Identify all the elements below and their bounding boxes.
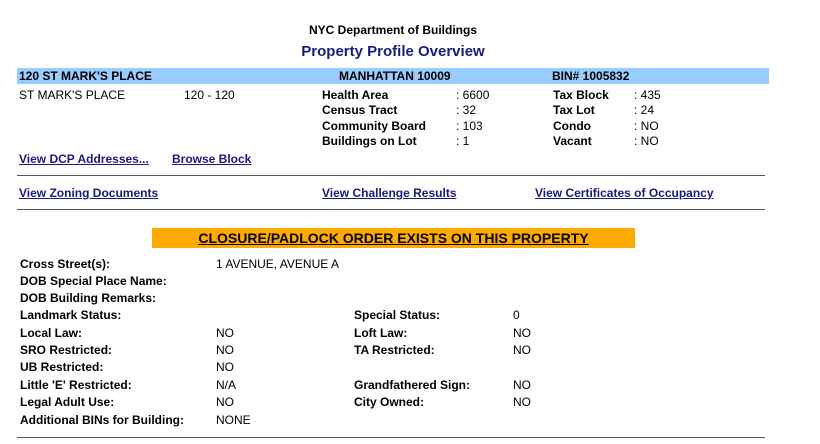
vacant-value: : NO	[634, 134, 659, 148]
cross-streets-label: Cross Street(s):	[20, 257, 111, 271]
view-dcp-addresses-link[interactable]: View DCP Addresses...	[19, 152, 149, 166]
census-tract-value: : 32	[456, 103, 477, 117]
legal-adult-use-value: NO	[216, 395, 234, 409]
landmark-status-label: Landmark Status:	[20, 308, 122, 322]
community-board-label: Community Board	[322, 119, 427, 133]
local-law-label: Local Law:	[20, 326, 83, 340]
divider	[17, 437, 765, 438]
grandfathered-sign-value: NO	[513, 378, 531, 392]
street-name: ST MARK'S PLACE	[19, 88, 126, 102]
additional-bins-value: NONE	[216, 413, 251, 427]
buildings-label: Buildings on Lot	[322, 134, 417, 148]
condo-label: Condo	[553, 119, 591, 133]
property-address: 120 ST MARK'S PLACE	[19, 69, 152, 83]
tax-block-value: : 435	[634, 88, 661, 102]
dob-special-place-label: DOB Special Place Name:	[20, 274, 167, 288]
ta-restricted-label: TA Restricted:	[354, 343, 435, 357]
agency-name: NYC Department of Buildings	[308, 23, 477, 37]
health-area-value: : 6600	[456, 88, 490, 102]
bin-number: BIN# 1005832	[552, 69, 630, 83]
community-board-value: : 103	[456, 119, 483, 133]
view-challenge-results-link[interactable]: View Challenge Results	[322, 186, 457, 200]
cross-streets-value: 1 AVENUE, AVENUE A	[216, 257, 339, 271]
ub-restricted-label: UB Restricted:	[20, 360, 104, 374]
special-status-label: Special Status:	[354, 308, 441, 322]
page-title: Property Profile Overview	[301, 43, 485, 60]
dob-building-remarks-label: DOB Building Remarks:	[20, 291, 157, 305]
borough-zip: MANHATTAN 10009	[339, 69, 451, 83]
browse-block-link[interactable]: Browse Block	[172, 152, 252, 166]
grandfathered-sign-label: Grandfathered Sign:	[354, 378, 471, 392]
city-owned-label: City Owned:	[354, 395, 425, 409]
additional-bins-label: Additional BINs for Building:	[20, 413, 184, 427]
health-area-label: Health Area	[322, 88, 389, 102]
special-status-value: 0	[513, 308, 520, 322]
sro-restricted-value: NO	[216, 343, 234, 357]
little-e-restricted-label: Little 'E' Restricted:	[20, 378, 132, 392]
loft-law-value: NO	[513, 326, 531, 340]
ub-restricted-value: NO	[216, 360, 234, 374]
divider	[17, 175, 765, 176]
little-e-restricted-value: N/A	[216, 378, 237, 392]
view-zoning-documents-link[interactable]: View Zoning Documents	[19, 186, 159, 200]
condo-value: : NO	[634, 119, 659, 133]
buildings-value: : 1	[456, 134, 470, 148]
tax-lot-value: : 24	[634, 103, 655, 117]
census-tract-label: Census Tract	[322, 103, 398, 117]
view-certificates-of-occupancy-link[interactable]: View Certificates of Occupancy	[535, 186, 714, 200]
divider	[17, 209, 765, 210]
tax-lot-label: Tax Lot	[553, 103, 595, 117]
tax-block-label: Tax Block	[553, 88, 609, 102]
local-law-value: NO	[216, 326, 234, 340]
closure-padlock-banner: CLOSURE/PADLOCK ORDER EXISTS ON THIS PROPERTY	[152, 228, 635, 248]
city-owned-value: NO	[513, 395, 531, 409]
legal-adult-use-label: Legal Adult Use:	[20, 395, 115, 409]
ta-restricted-value: NO	[513, 343, 531, 357]
house-range: 120 - 120	[184, 88, 235, 102]
vacant-label: Vacant	[553, 134, 592, 148]
sro-restricted-label: SRO Restricted:	[20, 343, 113, 357]
loft-law-label: Loft Law:	[354, 326, 408, 340]
